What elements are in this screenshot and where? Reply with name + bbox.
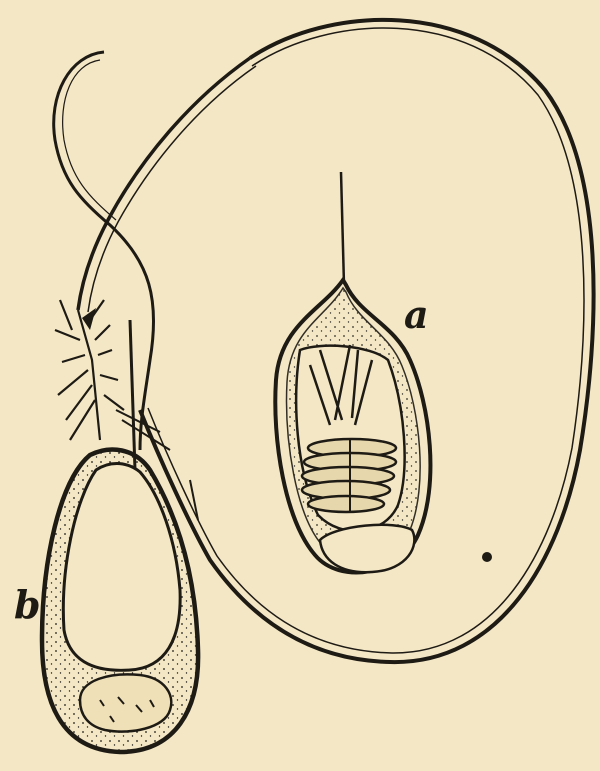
envelope-neck-inner <box>88 66 256 312</box>
cell-b <box>42 300 198 752</box>
thread-filament-inner <box>63 60 116 220</box>
cell-a <box>275 172 430 572</box>
envelope-neck <box>78 58 250 310</box>
figure-label-b: b <box>14 582 41 627</box>
figure-label-a: a <box>404 292 429 337</box>
dot-mark <box>482 552 492 562</box>
